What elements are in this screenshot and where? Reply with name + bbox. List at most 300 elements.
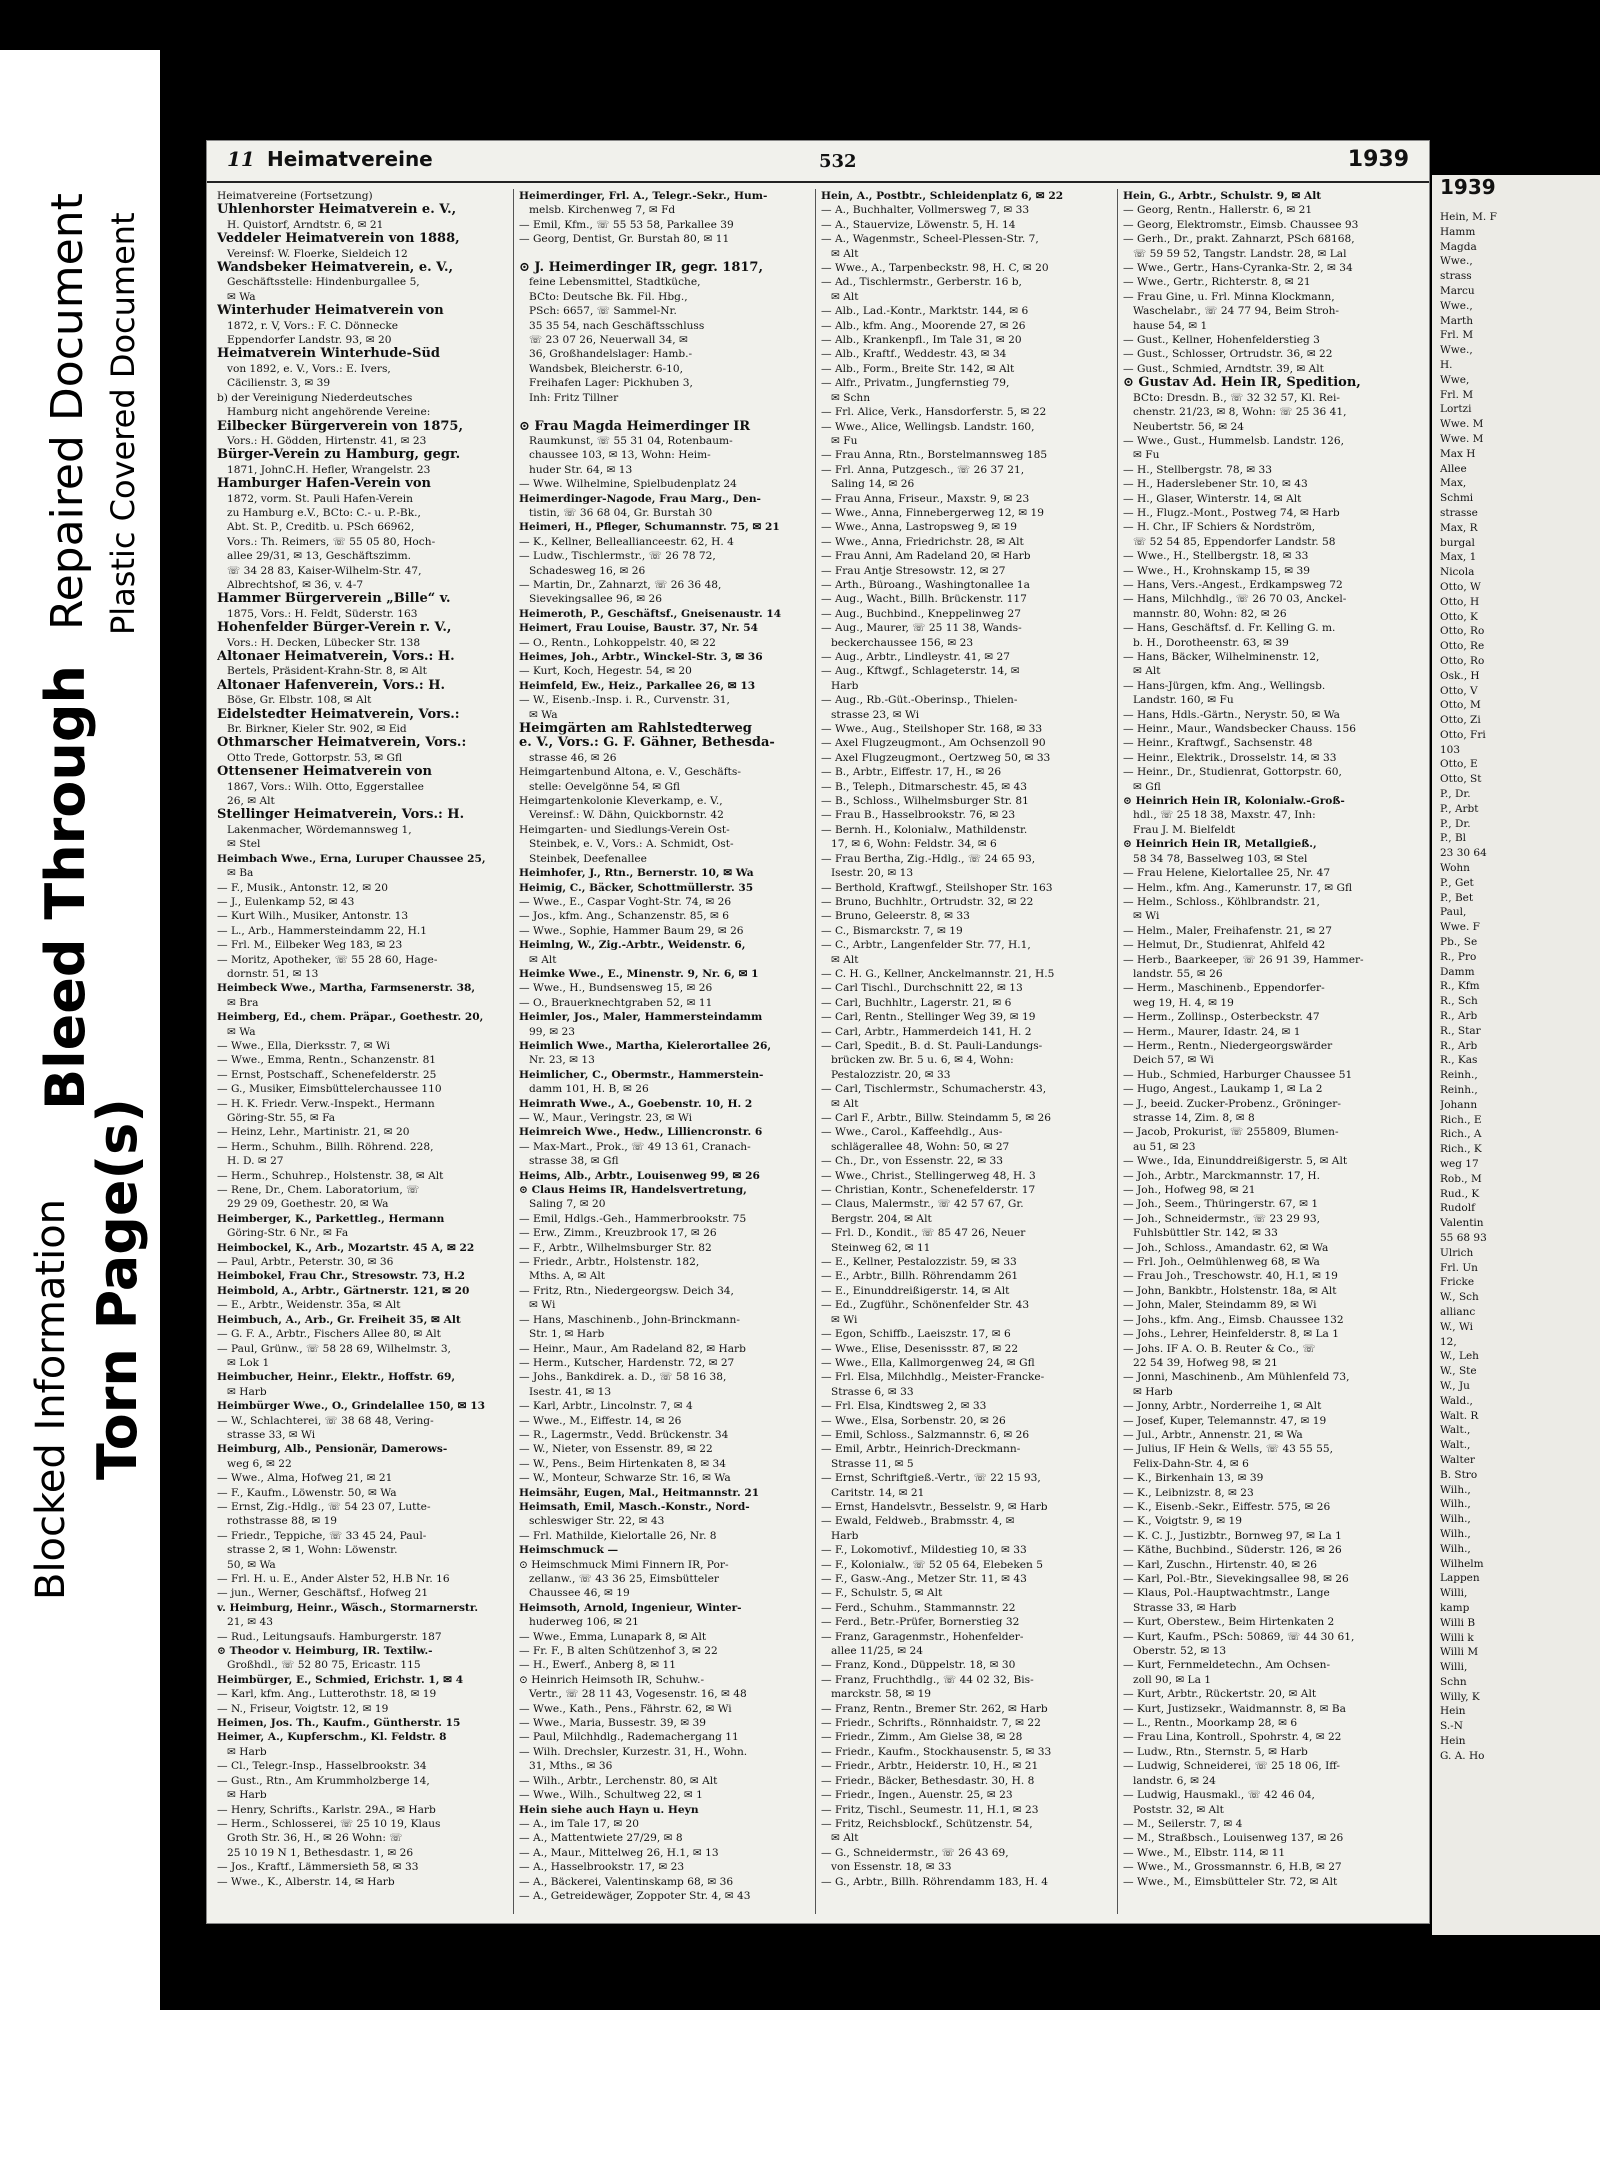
directory-entry: 36, Großhandelslager: Hamb.-	[529, 348, 693, 361]
directory-entry: ✉ Ba	[227, 867, 254, 880]
edge-entry: P., Bl	[1440, 832, 1467, 845]
directory-entry: Nr. 23, ✉ 13	[529, 1054, 595, 1067]
directory-entry: strasse 23, ✉ Wi	[831, 708, 920, 721]
edge-entry: Wwe. F	[1440, 921, 1480, 934]
column-divider	[513, 189, 514, 1914]
directory-entry: — Frl. D., Kondit., ☏ 85 47 26, Neuer	[821, 1227, 1026, 1240]
directory-entry: Eilbecker Bürgerverein von 1875,	[217, 419, 463, 434]
edge-entry: P., Dr.	[1440, 788, 1471, 801]
directory-entry: Hohenfelder Bürger-Verein r. V.,	[217, 621, 452, 636]
directory-entry: Harb	[831, 1529, 859, 1542]
directory-entry: Heimschmuck —	[519, 1544, 619, 1557]
directory-entry: ☏ 34 28 83, Kaiser-Wilhelm-Str. 47,	[227, 564, 422, 577]
directory-entry: strasse 14, Zim. 8, ✉ 8	[1133, 1112, 1255, 1124]
directory-entry: — Carl, Spedit., B. d. St. Pauli-Landungs-	[821, 1039, 1043, 1052]
edge-entry: Damm	[1440, 965, 1475, 978]
directory-entry: — H., Haderslebener Str. 10, ✉ 43	[1123, 478, 1308, 491]
directory-entry: Bergstr. 204, ✉ Alt	[831, 1212, 932, 1225]
edge-entry: Magda	[1440, 240, 1477, 253]
directory-entry: — Wwe., K., Alberstr. 14, ✉ Harb	[217, 1875, 395, 1888]
directory-entry: Waschelabr., ☏ 24 77 94, Beim Stroh-	[1133, 305, 1339, 318]
directory-entry: strasse 2, ✉ 1, Wohn: Löwenstr.	[227, 1544, 398, 1557]
directory-entry: — Franz, Fruchthdlg., ☏ 44 02 32, Bis-	[821, 1673, 1034, 1686]
directory-entry: — O., Brauerknechtgraben 52, ✉ 11	[519, 996, 713, 1009]
directory-entry: Heimbürger, E., Schmied, Erichstr. 1, ✉ 4	[217, 1673, 464, 1686]
directory-entry: — H. K. Friedr. Verw.-Inspekt., Hermann	[217, 1097, 435, 1110]
directory-entry: Göring-Str. 55, ✉ Fa	[227, 1112, 336, 1124]
directory-entry: — Moritz, Apotheker, ☏ 55 28 60, Hage-	[217, 953, 438, 966]
directory-entry: — Friedr., Schrifts., Rönnhaidstr. 7, ✉ 22	[821, 1717, 1041, 1730]
directory-entry: — Frau B., Hasselbrookstr. 76, ✉ 23	[821, 809, 1016, 822]
directory-entry: — Bernh. H., Kolonialw., Mathildenstr.	[821, 823, 1028, 836]
directory-entry: — Heinr., Elektrik., Drosselstr. 14, ✉ 33	[1123, 751, 1337, 764]
directory-entry: — F., Kaufm., Löwenstr. 50, ✉ Wa	[217, 1486, 397, 1499]
directory-entry: H. Quistorf, Arndtstr. 6, ✉ 21	[227, 218, 384, 231]
directory-page	[206, 140, 1430, 1924]
directory-entry: — K., Birkenhain 13, ✉ 39	[1123, 1472, 1264, 1485]
edge-entry: R., Sch	[1440, 995, 1478, 1008]
directory-entry: ✉ Harb	[1133, 1385, 1173, 1398]
directory-entry: — Ernst, Postschaff., Schenefelderstr. 25	[217, 1068, 437, 1081]
directory-entry: Göring-Str. 6 Nr., ✉ Fa	[227, 1227, 349, 1240]
directory-entry: — K. C. J., Justizbtr., Bornweg 97, ✉ La 1	[1123, 1529, 1342, 1542]
directory-entry: — Joh., Arbtr., Marckmannstr. 17, H.	[1123, 1169, 1321, 1182]
directory-entry: ✉ Fu	[831, 434, 858, 447]
edge-entry: 12,	[1440, 1335, 1457, 1348]
edge-entry: weg 17	[1440, 1158, 1479, 1170]
directory-entry: — F., Schulstr. 5, ✉ Alt	[821, 1587, 943, 1600]
directory-entry: Heimfeld, Ew., Heiz., Parkallee 26, ✉ 13	[519, 679, 756, 692]
directory-entry: Heimbürger Wwe., O., Grindelallee 150, ✉ 13	[217, 1400, 485, 1413]
edge-entry: Wwe. M	[1440, 418, 1484, 431]
directory-entry: — Frl. Alice, Verk., Hansdorferstr. 5, ✉ 22	[821, 406, 1047, 419]
directory-entry: Heimlicher, C., Obermstr., Hammerstein-	[519, 1068, 764, 1081]
directory-entry: — Wwe., M., Eiffestr. 14, ✉ 26	[519, 1414, 682, 1427]
directory-entry: Heimgartenbund Altona, e. V., Geschäfts-	[519, 766, 741, 779]
directory-entry: — Friedr., Teppiche, ☏ 33 45 24, Paul-	[217, 1529, 427, 1542]
directory-entry: — Alb., Krankenpfl., Im Tale 31, ✉ 20	[821, 334, 1022, 347]
directory-entry: — Hans-Jürgen, kfm. Ang., Wellingsb.	[1123, 679, 1326, 692]
edge-entry: Frl. M	[1440, 329, 1474, 342]
edge-entry: Valentin	[1440, 1217, 1484, 1230]
edge-entry: Nicola	[1440, 566, 1475, 579]
directory-entry: — Heinz, Lehr., Martinistr. 21, ✉ 20	[217, 1126, 410, 1139]
directory-entry: ✉ Alt	[831, 1097, 859, 1110]
directory-entry: — Georg, Elektromstr., Eimsb. Chaussee 93	[1123, 218, 1359, 231]
directory-entry: Heimberger, K., Parkettleg., Hermann	[217, 1212, 445, 1225]
directory-entry: Vors.: H. Gödden, Hirtenstr. 41, ✉ 23	[227, 434, 427, 447]
directory-entry: — Kurt, Kaufm., PSch: 50869, ☏ 44 30 61,	[1123, 1630, 1355, 1643]
directory-entry: ✉ Schn	[831, 391, 871, 404]
directory-entry: Steinbek, Deefenallee	[529, 852, 647, 865]
directory-entry: — Karl, Pol.-Btr., Sievekingsallee 98, ✉ 26	[1123, 1573, 1349, 1585]
directory-entry: — Herm., Schuhm., Billh. Röhrend. 228,	[217, 1140, 434, 1153]
directory-entry: Heimgarten- und Siedlungs-Verein Ost-	[519, 823, 730, 836]
edge-entry: 55 68 93	[1440, 1231, 1487, 1244]
directory-entry: — A., Buchhalter, Vollmersweg 7, ✉ 33	[821, 204, 1030, 217]
directory-entry: — Wilh., Arbtr., Lerchenstr. 80, ✉ Alt	[519, 1774, 718, 1787]
directory-entry: Harb	[831, 679, 859, 692]
directory-entry: — A., Getreidewäger, Zoppoter Str. 4, ✉ 43	[519, 1889, 751, 1902]
directory-entry: 21, ✉ 43	[227, 1616, 273, 1629]
directory-entry: — John, Bankbtr., Holstenstr. 18a, ✉ Alt	[1123, 1284, 1337, 1297]
directory-entry: ✉ Wa	[227, 290, 256, 303]
directory-entry: — Kurt, Oberstew., Beim Hirtenkaten 2	[1123, 1616, 1335, 1629]
directory-entry: Steinbek, e. V., Vors.: A. Schmidt, Ost-	[529, 838, 734, 851]
directory-entry: 1871, JohnC.H. Hefler, Wrangelstr. 23	[227, 463, 431, 476]
directory-entry: — Herm., Zollinsp., Osterbeckstr. 47	[1123, 1011, 1320, 1024]
directory-entry: Hammer Bürgerverein „Bille“ v.	[217, 592, 451, 607]
edge-entry: Max, 1	[1440, 551, 1477, 564]
directory-entry: Stellinger Heimatverein, Vors.: H.	[217, 808, 465, 823]
edge-entry: Otto, Fri	[1440, 728, 1486, 741]
directory-entry: — Herm., Maschinenb., Eppendorfer-	[1123, 982, 1325, 995]
directory-entry: — Kurt Wilh., Musiker, Antonstr. 13	[217, 910, 409, 923]
directory-entry: Heimsath, Emil, Masch.-Konstr., Nord-	[519, 1500, 750, 1513]
edge-entry: Willi k	[1440, 1631, 1474, 1644]
directory-entry: ⊙ Frau Magda Heimerdinger IR	[519, 419, 751, 434]
directory-entry: — Wwe., Christ., Stellingerweg 48, H. 3	[821, 1169, 1036, 1182]
directory-entry: Heimreich Wwe., Hedw., Lilliencronstr. 6	[519, 1126, 763, 1139]
directory-entry: — Max-Mart., Prok., ☏ 49 13 61, Cranach-	[519, 1140, 751, 1153]
directory-entry: — G. F. A., Arbtr., Fischers Allee 80, ✉ Alt	[217, 1328, 441, 1341]
directory-entry: — Fr. F., B alten Schützenhof 3, ✉ 22	[519, 1645, 718, 1658]
edge-entry: Johann	[1440, 1098, 1478, 1111]
directory-entry: v. Heimburg, Heinr., Wäsch., Stormarnerstr.	[217, 1601, 479, 1614]
directory-entry: Wandsbeker Heimatverein, e. V.,	[217, 261, 454, 276]
directory-entry: beckerchaussee 156, ✉ 23	[831, 636, 974, 649]
edge-entry: Max H	[1440, 447, 1476, 460]
directory-entry: — Frau Helene, Kielortallee 25, Nr. 47	[1123, 867, 1331, 880]
directory-entry: — Erw., Zimm., Kreuzbrook 17, ✉ 26	[519, 1227, 717, 1240]
directory-entry: — Alb., Lad.-Kontr., Marktstr. 144, ✉ 6	[821, 305, 1029, 318]
directory-entry: — Henry, Schrifts., Karlstr. 29A., ✉ Harb	[217, 1803, 436, 1816]
directory-entry: — Frl. Elsa, Milchhdlg., Meister-Francke-	[821, 1371, 1045, 1384]
edge-entry: Hein	[1440, 1735, 1466, 1748]
directory-entry: — A., Hasselbrookstr. 17, ✉ 23	[519, 1861, 685, 1874]
directory-entry: — Heinr., Dr., Studienrat, Gottorpstr. 60,	[1123, 766, 1342, 779]
directory-entry: — Johs., Lehrer, Heinfelderstr. 8, ✉ La 1	[1123, 1328, 1339, 1341]
year-label: 1939	[1347, 147, 1409, 172]
directory-entry: Oberstr. 52, ✉ 13	[1133, 1645, 1227, 1658]
directory-entry: strasse 46, ✉ 26	[529, 751, 617, 764]
directory-entry: — F., Lokomotivf., Mildestieg 10, ✉ 33	[821, 1544, 1027, 1557]
directory-entry: — Aug., Kftwgf., Schlageterstr. 14, ✉	[821, 665, 1020, 678]
directory-entry: — Christian, Kontr., Schenefelderstr. 17	[821, 1184, 1036, 1197]
directory-entry: brücken zw. Br. 5 u. 6, ✉ 4, Wohn:	[831, 1054, 1014, 1067]
directory-entry: 1872, r. V, Vors.: F. C. Dönnecke	[227, 319, 399, 332]
directory-entry: Bertels, Präsident-Krahn-Str. 8, ✉ Alt	[227, 665, 427, 678]
directory-entry: — Emil, Hdlgs.-Geh., Hammerbrookstr. 75	[519, 1212, 747, 1225]
edge-entry: Max, R	[1440, 521, 1478, 534]
edge-entry: R., Arb	[1440, 1010, 1478, 1023]
directory-entry: — F., Gasw.-Ang., Metzer Str. 11, ✉ 43	[821, 1573, 1027, 1585]
directory-entry: — Jos., Kraftf., Lämmersieth 58, ✉ 33	[217, 1861, 419, 1874]
edge-entry: Walt.,	[1440, 1439, 1471, 1452]
stamp-torn-pages: Torn Page(s)	[86, 1098, 149, 1480]
directory-entry: marckstr. 58, ✉ 19	[831, 1688, 932, 1701]
directory-entry: tistin, ☏ 36 68 04, Gr. Burstah 30	[529, 506, 713, 519]
directory-entry: schlägerallee 48, Wohn: 50, ✉ 27	[831, 1140, 1010, 1153]
directory-entry: — Frl. Elsa, Kindtsweg 2, ✉ 33	[821, 1400, 987, 1413]
directory-entry: — E., Kellner, Pestalozzistr. 59, ✉ 33	[821, 1256, 1017, 1269]
directory-entry: — Axel Flugzeugmont., Am Ochsenzoll 90	[821, 737, 1046, 750]
directory-entry: — Franz, Garagenmstr., Hohenfelder-	[821, 1630, 1024, 1643]
directory-entry: — Karl, Zuschn., Hirtenstr. 40, ✉ 26	[1123, 1558, 1317, 1571]
edge-entry: W., Leh	[1440, 1350, 1479, 1363]
edge-entry: Rudolf	[1440, 1202, 1475, 1215]
edge-entry: Pb., Se	[1440, 936, 1478, 949]
directory-entry: — Wwe., M., Eimsbütteler Str. 72, ✉ Alt	[1123, 1875, 1338, 1888]
edge-entry: Wilhelm	[1440, 1557, 1484, 1570]
column-divider	[815, 189, 816, 1914]
directory-entry: — Hans, Hdls.-Gärtn., Nerystr. 50, ✉ Wa	[1123, 708, 1340, 721]
next-page-column	[1440, 210, 1600, 1935]
directory-entry: — Rud., Leitungsaufs. Hamburgerstr. 187	[217, 1630, 442, 1643]
directory-entry: — Gust., Schmied, Arndtstr. 39, ✉ Alt	[1123, 362, 1324, 375]
edge-entry: Otto, Zi	[1440, 714, 1481, 727]
directory-entry: — Ernst, Handelsvtr., Besselstr. 9, ✉ Harb	[821, 1500, 1048, 1513]
directory-entry: Heimburg, Alb., Pensionär, Damerows-	[217, 1443, 448, 1456]
edge-entry: Wilh.,	[1440, 1542, 1471, 1555]
directory-entry: — Wwe., M., Grossmannstr. 6, H.B, ✉ 27	[1123, 1861, 1342, 1874]
directory-entry: — Herm., Rentn., Niedergeorgswärder	[1123, 1039, 1333, 1052]
directory-entry: — K., Eisenb.-Sekr., Eiffestr. 575, ✉ 26	[1123, 1500, 1331, 1513]
directory-entry: — Fritz, Tischl., Seumestr. 11, H.1, ✉ 23	[821, 1803, 1039, 1816]
directory-entry: — Wwe., M., Elbstr. 114, ✉ 11	[1123, 1846, 1286, 1859]
directory-entry: — Alb., Kraftf., Weddestr. 43, ✉ 34	[821, 348, 1007, 361]
directory-entry: — Klaus, Pol.-Hauptwachtmstr., Lange	[1123, 1587, 1330, 1600]
edge-entry: B. Stro	[1440, 1468, 1478, 1481]
directory-entry: Heimatvereine (Fortsetzung)	[217, 190, 373, 202]
directory-entry: — Karl, Arbtr., Lincolnstr. 7, ✉ 4	[519, 1400, 693, 1413]
directory-entry: — Alfr., Privatm., Jungfernstieg 79,	[821, 377, 1010, 390]
directory-entry: — Carl, Buchhltr., Lagerstr. 21, ✉ 6	[821, 996, 1012, 1009]
directory-entry: 1875, Vors.: H. Feldt, Süderstr. 163	[227, 607, 418, 620]
edge-entry: Walter	[1440, 1453, 1475, 1466]
edge-entry: Wwe.,	[1440, 299, 1473, 312]
directory-entry: — W., Maur., Veringstr. 23, ✉ Wi	[519, 1112, 692, 1124]
edge-entry: Frl. Un	[1440, 1261, 1478, 1274]
directory-entry: — G., Arbtr., Billh. Röhrendamm 183, H. 4	[821, 1875, 1048, 1888]
column-1	[217, 189, 509, 1914]
directory-entry: schleswiger Str. 22, ✉ 43	[529, 1515, 665, 1528]
directory-entry: — Friedr., Zimm., Am Gielse 38, ✉ 28	[821, 1731, 1023, 1744]
directory-entry: BCto: Deutsche Bk. Fil. Hbg.,	[529, 290, 688, 303]
directory-entry: — H., Stellbergstr. 78, ✉ 33	[1123, 463, 1273, 476]
edge-entry: Otto, Ro	[1440, 625, 1485, 638]
directory-entry: melsb. Kirchenweg 7, ✉ Fd	[529, 204, 676, 217]
directory-entry	[519, 247, 811, 261]
directory-entry: Strasse 33, ✉ Harb	[1133, 1601, 1237, 1614]
directory-entry: Heimsähr, Eugen, Mal., Heitmannstr. 21	[519, 1486, 760, 1499]
directory-entry: — Gust., Schlosser, Ortrudstr. 36, ✉ 22	[1123, 348, 1333, 361]
directory-entry: — Helm., kfm. Ang., Kamerunstr. 17, ✉ Gfl	[1123, 881, 1353, 894]
directory-entry: Ottensener Heimatverein von	[217, 765, 432, 780]
directory-entry: — Fritz, Reichsblockf., Schützenstr. 54,	[821, 1817, 1033, 1830]
directory-entry: — Johs., kfm. Ang., Eimsb. Chaussee 132	[1123, 1313, 1344, 1326]
directory-entry: Heimlich Wwe., Martha, Kielerortallee 26,	[519, 1039, 772, 1052]
directory-entry: — Franz, Rentn., Bremer Str. 262, ✉ Harb	[821, 1702, 1048, 1715]
directory-entry: 50, ✉ Wa	[227, 1558, 276, 1571]
directory-entry: Inh: Fritz Tillner	[529, 391, 619, 404]
edge-entry: H.	[1440, 358, 1453, 371]
directory-entry: — Frl. Mathilde, Kielortalle 26, Nr. 8	[519, 1529, 717, 1542]
directory-entry: e. V., Vors.: G. F. Gähner, Bethesda-	[519, 736, 775, 751]
directory-entry: — Wilh. Drechsler, Kurzestr. 31, H., Wohn.	[519, 1745, 748, 1758]
directory-entry: — Axel Flugzeugmont., Oertzweg 50, ✉ 33	[821, 751, 1051, 764]
directory-entry: — Jul., Arbtr., Annenstr. 21, ✉ Wa	[1123, 1428, 1303, 1441]
edge-entry: Wilh.,	[1440, 1483, 1471, 1496]
edge-entry: Reinh.,	[1440, 1069, 1478, 1082]
directory-entry: Lakenmacher, Wördemannsweg 1,	[227, 823, 412, 836]
directory-entry: — E., Arbtr., Billh. Röhrendamm 261	[821, 1270, 1019, 1283]
directory-entry: ✉ Wa	[529, 708, 558, 721]
directory-entry: — F., Arbtr., Wilhelmsburger Str. 82	[519, 1241, 712, 1254]
directory-entry: — Hans, Milchhdlg., ☏ 26 70 03, Anckel-	[1123, 593, 1347, 606]
directory-entry: Heimeri, H., Pfleger, Schumannstr. 75, ✉ 21	[519, 521, 780, 534]
directory-entry: strasse 38, ✉ Gfl	[529, 1155, 619, 1168]
directory-entry: — Karl, kfm. Ang., Lutterothstr. 18, ✉ 19	[217, 1688, 437, 1701]
directory-entry: — L., Arb., Hammersteindamm 22, H.1	[217, 924, 427, 937]
directory-entry: Schadesweg 16, ✉ 26	[529, 564, 646, 577]
edge-entry: Wilh.,	[1440, 1527, 1471, 1540]
directory-entry: Heimhofer, J., Rtn., Bernerstr. 10, ✉ Wa	[519, 867, 754, 880]
directory-entry: ☏ 52 54 85, Eppendorfer Landstr. 58	[1133, 535, 1336, 548]
directory-entry: — Wwe., E., Caspar Voght-Str. 74, ✉ 26	[519, 895, 732, 908]
directory-entry: — Claus, Malermstr., ☏ 42 57 67, Gr.	[821, 1198, 1024, 1211]
directory-entry: — Wwe., Gertr., Hans-Cyranka-Str. 2, ✉ 34	[1123, 262, 1353, 275]
section-number: 11	[227, 147, 255, 171]
directory-entry: — B., Arbtr., Eiffestr. 17, H., ✉ 26	[821, 766, 1002, 779]
directory-entry: — Jos., kfm. Ang., Schanzenstr. 85, ✉ 6	[519, 910, 729, 923]
directory-entry: 31, Mths., ✉ 36	[529, 1760, 613, 1773]
directory-entry: stelle: Oevelgönne 54, ✉ Gfl	[529, 780, 680, 793]
directory-entry: — Helmut, Dr., Studienrat, Ahlfeld 42	[1123, 939, 1326, 952]
directory-entry: Steinweg 62, ✉ 11	[831, 1241, 931, 1254]
directory-entry: zellanw., ☏ 43 36 25, Eimsbütteler	[529, 1573, 719, 1585]
directory-entry: 26, ✉ Alt	[227, 795, 275, 808]
directory-entry: — Frau Anna, Rtn., Borstelmannsweg 185	[821, 449, 1048, 462]
directory-entry: — Aug., Rb.-Güt.-Oberinsp., Thielen-	[821, 694, 1018, 707]
directory-entry: — H., Ewerf., Anberg 8, ✉ 11	[519, 1659, 677, 1672]
directory-entry: — Ludwig, Schneiderei, ☏ 25 18 06, Iff-	[1123, 1760, 1341, 1773]
directory-entry: Heimerdinger-Nagode, Frau Marg., Den-	[519, 492, 761, 505]
edge-entry: Paul,	[1440, 906, 1467, 919]
directory-entry: ✉ Alt	[831, 247, 859, 260]
directory-entry: — Frl. Anna, Putzgesch., ☏ 26 37 21,	[821, 463, 1025, 476]
directory-entry: 58 34 78, Basselweg 103, ✉ Stel	[1133, 852, 1308, 865]
directory-entry: ✉ Lok 1	[227, 1356, 270, 1369]
directory-entry: au 51, ✉ 23	[1133, 1140, 1196, 1153]
directory-entry: — Wwe., Emma, Rentn., Schanzenstr. 81	[217, 1054, 437, 1067]
edge-entry: Allee	[1440, 462, 1467, 475]
directory-entry: — Emil, Kfm., ☏ 55 53 58, Parkallee 39	[519, 218, 734, 231]
directory-entry: chaussee 103, ✉ 13, Wohn: Heim-	[529, 449, 711, 462]
directory-entry: Saling 14, ✉ 26	[831, 478, 915, 491]
directory-entry: — Paul, Arbtr., Peterstr. 30, ✉ 36	[217, 1256, 394, 1269]
directory-entry: — John, Maler, Steindamm 89, ✉ Wi	[1123, 1299, 1317, 1312]
edge-entry: Rich., E	[1440, 1113, 1482, 1126]
directory-entry: — M., Seilerstr. 7, ✉ 4	[1123, 1817, 1243, 1830]
directory-entry: zu Hamburg e.V., BCto: C.- u. P.-Bk.,	[227, 506, 421, 519]
next-page-year: 1939	[1440, 175, 1496, 199]
directory-entry: — C. H. G., Kellner, Anckelmannstr. 21, H.5	[821, 967, 1055, 980]
edge-entry: 23 30 64	[1440, 847, 1487, 860]
edge-entry: burgal	[1440, 536, 1475, 549]
directory-entry: — A., im Tale 17, ✉ 20	[519, 1817, 640, 1830]
directory-entry: Hamburg nicht angehörende Vereine:	[227, 406, 431, 419]
directory-entry: Heimbold, A., Arbtr., Gärtnerstr. 121, ✉ 20	[217, 1284, 470, 1297]
edge-entry: Frl. M	[1440, 388, 1474, 401]
directory-entry: feine Lebensmittel, Stadtküche,	[529, 276, 701, 289]
directory-entry: weg 6, ✉ 22	[227, 1457, 292, 1470]
directory-entry: — Jonny, Arbtr., Norderreihe 1, ✉ Alt	[1123, 1400, 1322, 1413]
directory-entry: Uhlenhorster Heimatverein e. V.,	[217, 203, 457, 218]
directory-entry: ✉ Alt	[831, 290, 859, 303]
directory-entry: — Wwe., Sophie, Hammer Baum 29, ✉ 26	[519, 924, 744, 937]
directory-entry: — Aug., Maurer, ☏ 25 11 38, Wands-	[821, 622, 1022, 635]
directory-entry: zoll 90, ✉ La 1	[1133, 1673, 1212, 1686]
directory-entry: — Kurt, Justizsekr., Waidmannstr. 8, ✉ Ba	[1123, 1702, 1346, 1715]
directory-entry: Hein, G., Arbtr., Schulstr. 9, ✉ Alt	[1123, 190, 1322, 202]
directory-entry: chenstr. 21/23, ✉ 8, Wohn: ☏ 25 36 41,	[1133, 406, 1347, 419]
directory-entry	[519, 405, 811, 419]
directory-entry: — Herm., Schlosserei, ☏ 25 10 19, Klaus	[217, 1817, 441, 1830]
column-2	[519, 189, 811, 1914]
edge-entry: Max,	[1440, 477, 1467, 490]
directory-entry: H. D. ✉ 27	[227, 1155, 284, 1168]
directory-entry: ⊙ Heinrich Heimsoth IR, Schuhw.-	[519, 1673, 705, 1686]
column-4	[1123, 189, 1415, 1914]
directory-entry: — Joh., Hofweg 98, ✉ 21	[1123, 1184, 1256, 1197]
directory-entry: — Ludw., Rtn., Sternstr. 5, ✉ Harb	[1123, 1745, 1308, 1758]
directory-entry: — Egon, Schiffb., Laeiszstr. 17, ✉ 6	[821, 1328, 1011, 1341]
directory-entry: Wandsbek, Bleicherstr. 6-10,	[529, 362, 683, 375]
directory-entry: — Wwe., Anna, Friedrichstr. 28, ✉ Alt	[821, 535, 1024, 548]
directory-entry: ⊙ Gustav Ad. Hein IR, Spedition,	[1123, 376, 1361, 391]
directory-entry: — Ludw., Tischlermstr., ☏ 26 78 72,	[519, 550, 716, 563]
edge-entry: Rich., A	[1440, 1128, 1482, 1141]
edge-entry: Wohn	[1440, 862, 1470, 875]
directory-entry: Heimler, Jos., Maler, Hammersteindamm	[519, 1011, 763, 1024]
directory-entry: Geschäftsstelle: Hindenburgallee 5,	[227, 276, 420, 289]
directory-entry: — Helm., Schloss., Köhlbrandstr. 21,	[1123, 895, 1320, 908]
directory-entry: huderweg 106, ✉ 21	[529, 1616, 639, 1629]
directory-entry: 22 54 39, Hofweg 98, ✉ 21	[1133, 1356, 1278, 1369]
edge-entry: Otto, M	[1440, 699, 1481, 712]
directory-entry: — Herb., Baarkeeper, ☏ 26 91 39, Hammer-	[1123, 953, 1364, 966]
edge-entry: Walt.,	[1440, 1424, 1471, 1437]
directory-entry: Cäcilienstr. 3, ✉ 39	[227, 377, 331, 390]
page-number: 532	[819, 151, 857, 172]
directory-entry: — K., Voigtstr. 9, ✉ 19	[1123, 1515, 1242, 1528]
edge-entry: W., Ste	[1440, 1365, 1477, 1378]
directory-entry: — Kurt, Fernmeldetechn., Am Ochsen-	[1123, 1659, 1331, 1672]
directory-entry: — G., Musiker, Eimsbüttelerchaussee 110	[217, 1083, 442, 1096]
edge-entry: Otto, W	[1440, 580, 1481, 593]
directory-entry: Mths. A, ✉ Alt	[529, 1270, 606, 1283]
directory-entry: — Ferd., Betr.-Prüfer, Bornerstieg 32	[821, 1616, 1020, 1629]
scan-border-top	[0, 0, 1600, 50]
directory-entry: — Ad., Tischlermstr., Gerberstr. 16 b,	[821, 276, 1022, 289]
edge-entry: Ulrich	[1440, 1246, 1474, 1259]
directory-entry: ✉ Wi	[529, 1299, 556, 1312]
edge-entry: Willi,	[1440, 1587, 1468, 1600]
page-title: Heimatvereine	[267, 147, 433, 171]
directory-entry: — Rene, Dr., Chem. Laboratorium, ☏	[217, 1184, 420, 1197]
edge-entry: strasse	[1440, 506, 1478, 519]
